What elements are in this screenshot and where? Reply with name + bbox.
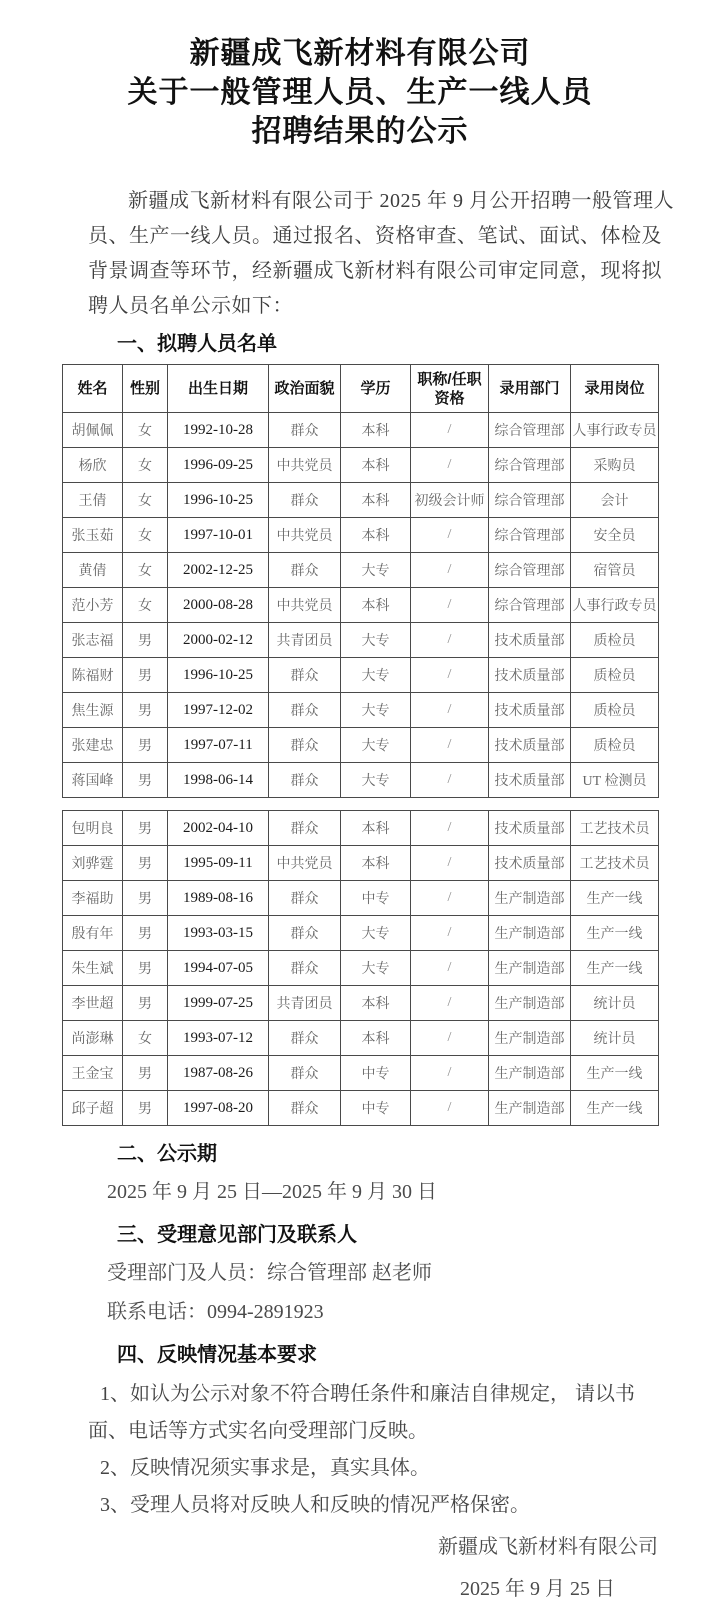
table-cell: 大专 [341,553,411,588]
table-row [63,448,659,483]
table-cell: 群众 [269,658,341,693]
requirement-line: 2、反映情况须实事求是，真实具体。 [100,1457,430,1479]
table-cell: 技术质量部 [489,846,571,881]
table-cell: 统计员 [571,986,659,1021]
table-cell: 本科 [341,448,411,483]
table-cell: / [411,448,489,483]
table-cell: / [411,1056,489,1091]
table-cell: 中共党员 [269,588,341,623]
table-cell: / [411,413,489,448]
table-cell: 张志福 [63,623,123,658]
section-1-heading: 一、拟聘人员名单 [117,333,277,355]
table-cell: 会计 [571,483,659,518]
table-cell: 群众 [269,728,341,763]
document-title [62,34,658,151]
publicity-period: 2025 年 9 月 25 日—2025 年 9 月 30 日 [107,1181,437,1203]
intro-paragraph [88,184,674,324]
table-cell: 本科 [341,413,411,448]
table-cell: 女 [123,588,168,623]
table-row [63,728,659,763]
roster-table-part1 [62,364,659,798]
table-cell: 本科 [341,811,411,846]
table-cell: 中共党员 [269,448,341,483]
table-cell: 男 [123,951,168,986]
contact-department-line: 受理部门及人员：综合管理部 赵老师 [107,1262,432,1284]
table-cell: 生产一线 [571,951,659,986]
table-cell: 技术质量部 [489,728,571,763]
table-cell: 女 [123,518,168,553]
table-row [63,951,659,986]
table-row [63,553,659,588]
table-cell: 生产制造部 [489,1021,571,1056]
table-cell: 中共党员 [269,846,341,881]
table-cell: 生产制造部 [489,1091,571,1126]
table-cell: 群众 [269,553,341,588]
table-cell: 采购员 [571,448,659,483]
signature-date: 2025 年 9 月 25 日 [460,1578,615,1600]
table-cell: 1998-06-14 [168,763,269,798]
table-cell: / [411,623,489,658]
table-cell: / [411,518,489,553]
column-header: 职称/任职资格 [411,365,489,413]
roster-table-part2 [62,810,659,1126]
table-cell: / [411,658,489,693]
table-cell: 人事行政专员 [571,413,659,448]
table-cell: 张建忠 [63,728,123,763]
requirement-line: 面、电话等方式实名向受理部门反映。 [88,1420,428,1442]
table-row [63,658,659,693]
table-cell: 综合管理部 [489,413,571,448]
title-line-1: 新疆成飞新材料有限公司 [189,37,531,70]
table-cell: 2000-02-12 [168,623,269,658]
table-cell: 大专 [341,623,411,658]
table-cell: 初级会计师 [411,483,489,518]
table-row [63,811,659,846]
table-cell: 范小芳 [63,588,123,623]
table-cell: 男 [123,881,168,916]
table-cell: / [411,811,489,846]
table-row [63,763,659,798]
table-cell: 陈福财 [63,658,123,693]
table-cell: 生产一线 [571,916,659,951]
intro-line: 新疆成飞新材料有限公司于 2025 年 9 月公开招聘一般管理人 [128,190,674,212]
table-cell: 女 [123,483,168,518]
section-3-heading: 三、受理意见部门及联系人 [117,1224,357,1246]
table-cell: 2002-04-10 [168,811,269,846]
table-cell: 刘骅霆 [63,846,123,881]
requirement-line: 1、如认为公示对象不符合聘任条件和廉洁自律规定， 请以书 [100,1383,635,1405]
table-cell: 1992-10-28 [168,413,269,448]
table-cell: 王金宝 [63,1056,123,1091]
table-cell: 本科 [341,483,411,518]
table-cell: 中专 [341,881,411,916]
table-cell: 李福助 [63,881,123,916]
table-cell: 工艺技术员 [571,846,659,881]
table-cell: 大专 [341,728,411,763]
table-cell: 本科 [341,846,411,881]
table-cell: 胡佩佩 [63,413,123,448]
table-cell: 群众 [269,1021,341,1056]
table-cell: 技术质量部 [489,811,571,846]
table-cell: 1997-08-20 [168,1091,269,1126]
table-cell: 2000-08-28 [168,588,269,623]
table-cell: 中专 [341,1091,411,1126]
table-cell: 朱生斌 [63,951,123,986]
table-cell: / [411,1021,489,1056]
table-cell: 综合管理部 [489,588,571,623]
table-cell: 1995-09-11 [168,846,269,881]
table-cell: 群众 [269,881,341,916]
table-cell: 张玉茹 [63,518,123,553]
table-cell: 尚澎琳 [63,1021,123,1056]
table-cell: 本科 [341,518,411,553]
table-cell: 群众 [269,763,341,798]
table-cell: 1994-07-05 [168,951,269,986]
table-cell: 群众 [269,1056,341,1091]
table-cell: 群众 [269,811,341,846]
table-row [63,588,659,623]
table-cell: 1997-07-11 [168,728,269,763]
table-cell: 质检员 [571,623,659,658]
table-row [63,413,659,448]
requirements-list [62,1376,658,1524]
table-cell: 生产制造部 [489,881,571,916]
column-header: 姓名 [63,365,123,413]
table-cell: 安全员 [571,518,659,553]
table-cell: 生产制造部 [489,951,571,986]
table-cell: 质检员 [571,693,659,728]
table-cell: 生产制造部 [489,1056,571,1091]
table-cell: 男 [123,986,168,1021]
table-cell: 1993-07-12 [168,1021,269,1056]
table-cell: 男 [123,1091,168,1126]
table-cell: 共青团员 [269,623,341,658]
table-cell: 群众 [269,413,341,448]
table-header-row [63,365,659,413]
table-cell: 综合管理部 [489,553,571,588]
table-cell: 包明良 [63,811,123,846]
table-cell: / [411,763,489,798]
table-cell: 1997-12-02 [168,693,269,728]
table-cell: 群众 [269,1091,341,1126]
table-cell: 1997-10-01 [168,518,269,553]
table-cell: 杨欣 [63,448,123,483]
table-cell: 生产一线 [571,1056,659,1091]
column-header: 性别 [123,365,168,413]
title-line-3: 招聘结果的公示 [251,115,469,148]
table-cell: 1993-03-15 [168,916,269,951]
intro-line: 聘人员名单公示如下： [88,295,293,317]
table-cell: 中共党员 [269,518,341,553]
table-cell: / [411,881,489,916]
intro-line: 员、生产一线人员。通过报名、资格审查、笔试、面试、体检及 [88,225,662,247]
table-row [63,846,659,881]
table-cell: 质检员 [571,658,659,693]
table-cell: 男 [123,693,168,728]
column-header: 政治面貌 [269,365,341,413]
column-header: 录用部门 [489,365,571,413]
table-cell: 男 [123,658,168,693]
column-header: 学历 [341,365,411,413]
table-cell: 技术质量部 [489,658,571,693]
table-cell: 黄倩 [63,553,123,588]
table-row [63,986,659,1021]
table-row [63,1056,659,1091]
table-cell: 生产一线 [571,881,659,916]
table-cell: 工艺技术员 [571,811,659,846]
table-cell: 焦生源 [63,693,123,728]
table-cell: / [411,588,489,623]
table-cell: 男 [123,916,168,951]
table-cell: 本科 [341,588,411,623]
table-cell: 生产制造部 [489,916,571,951]
table-cell: 宿管员 [571,553,659,588]
table-cell: / [411,846,489,881]
table-cell: 大专 [341,951,411,986]
table-cell: 技术质量部 [489,623,571,658]
table-cell: 人事行政专员 [571,588,659,623]
table-cell: 蒋国峰 [63,763,123,798]
table-cell: 1987-08-26 [168,1056,269,1091]
table-cell: 生产一线 [571,1091,659,1126]
table-cell: 男 [123,623,168,658]
table-cell: 综合管理部 [489,518,571,553]
table-cell: 本科 [341,1021,411,1056]
table-cell: 邱子超 [63,1091,123,1126]
table-cell: 共青团员 [269,986,341,1021]
signature-company: 新疆成飞新材料有限公司 [438,1536,658,1558]
table-cell: 综合管理部 [489,483,571,518]
table-row [63,916,659,951]
table-cell: 女 [123,1021,168,1056]
table-row [63,483,659,518]
table-cell: 女 [123,553,168,588]
table-cell: / [411,916,489,951]
table-cell: 2002-12-25 [168,553,269,588]
table-cell: 大专 [341,658,411,693]
table-cell: 男 [123,1056,168,1091]
requirement-line: 3、受理人员将对反映人和反映的情况严格保密。 [100,1494,530,1516]
table-cell: UT 检测员 [571,763,659,798]
table-cell: 统计员 [571,1021,659,1056]
table-cell: 大专 [341,763,411,798]
table-cell: 1996-10-25 [168,483,269,518]
table-cell: 女 [123,448,168,483]
intro-line: 背景调查等环节，经新疆成飞新材料有限公司审定同意，现将拟 [88,260,662,282]
table-cell: 殷有年 [63,916,123,951]
table-cell: 男 [123,728,168,763]
table-cell: 群众 [269,916,341,951]
table-cell: / [411,951,489,986]
section-4-heading: 四、反映情况基本要求 [117,1344,317,1366]
table-cell: 李世超 [63,986,123,1021]
table-cell: / [411,728,489,763]
table-cell: 群众 [269,693,341,728]
table-cell: / [411,693,489,728]
column-header: 录用岗位 [571,365,659,413]
table-cell: 中专 [341,1056,411,1091]
table-cell: 1996-09-25 [168,448,269,483]
section-2-heading: 二、公示期 [117,1143,217,1165]
table-cell: 女 [123,413,168,448]
table-cell: 男 [123,763,168,798]
table-cell: 技术质量部 [489,763,571,798]
contact-phone-line: 联系电话：0994-2891923 [107,1301,324,1323]
table-cell: 质检员 [571,728,659,763]
table-cell: 男 [123,846,168,881]
table-cell: / [411,553,489,588]
column-header: 出生日期 [168,365,269,413]
table-cell: 1999-07-25 [168,986,269,1021]
table-cell: / [411,986,489,1021]
title-line-2: 关于一般管理人员、生产一线人员 [127,76,593,109]
table-cell: 1989-08-16 [168,881,269,916]
table-cell: 本科 [341,986,411,1021]
table-row [63,1021,659,1056]
table-cell: 生产制造部 [489,986,571,1021]
table-cell: 群众 [269,483,341,518]
table-row [63,1091,659,1126]
table-cell: 1996-10-25 [168,658,269,693]
table-row [63,693,659,728]
table-cell: 综合管理部 [489,448,571,483]
table-row [63,623,659,658]
table-cell: 男 [123,811,168,846]
table-row [63,518,659,553]
table-row [63,881,659,916]
table-cell: 大专 [341,693,411,728]
table-cell: 技术质量部 [489,693,571,728]
table-cell: 群众 [269,951,341,986]
table-cell: / [411,1091,489,1126]
table-cell: 大专 [341,916,411,951]
table-cell: 王倩 [63,483,123,518]
